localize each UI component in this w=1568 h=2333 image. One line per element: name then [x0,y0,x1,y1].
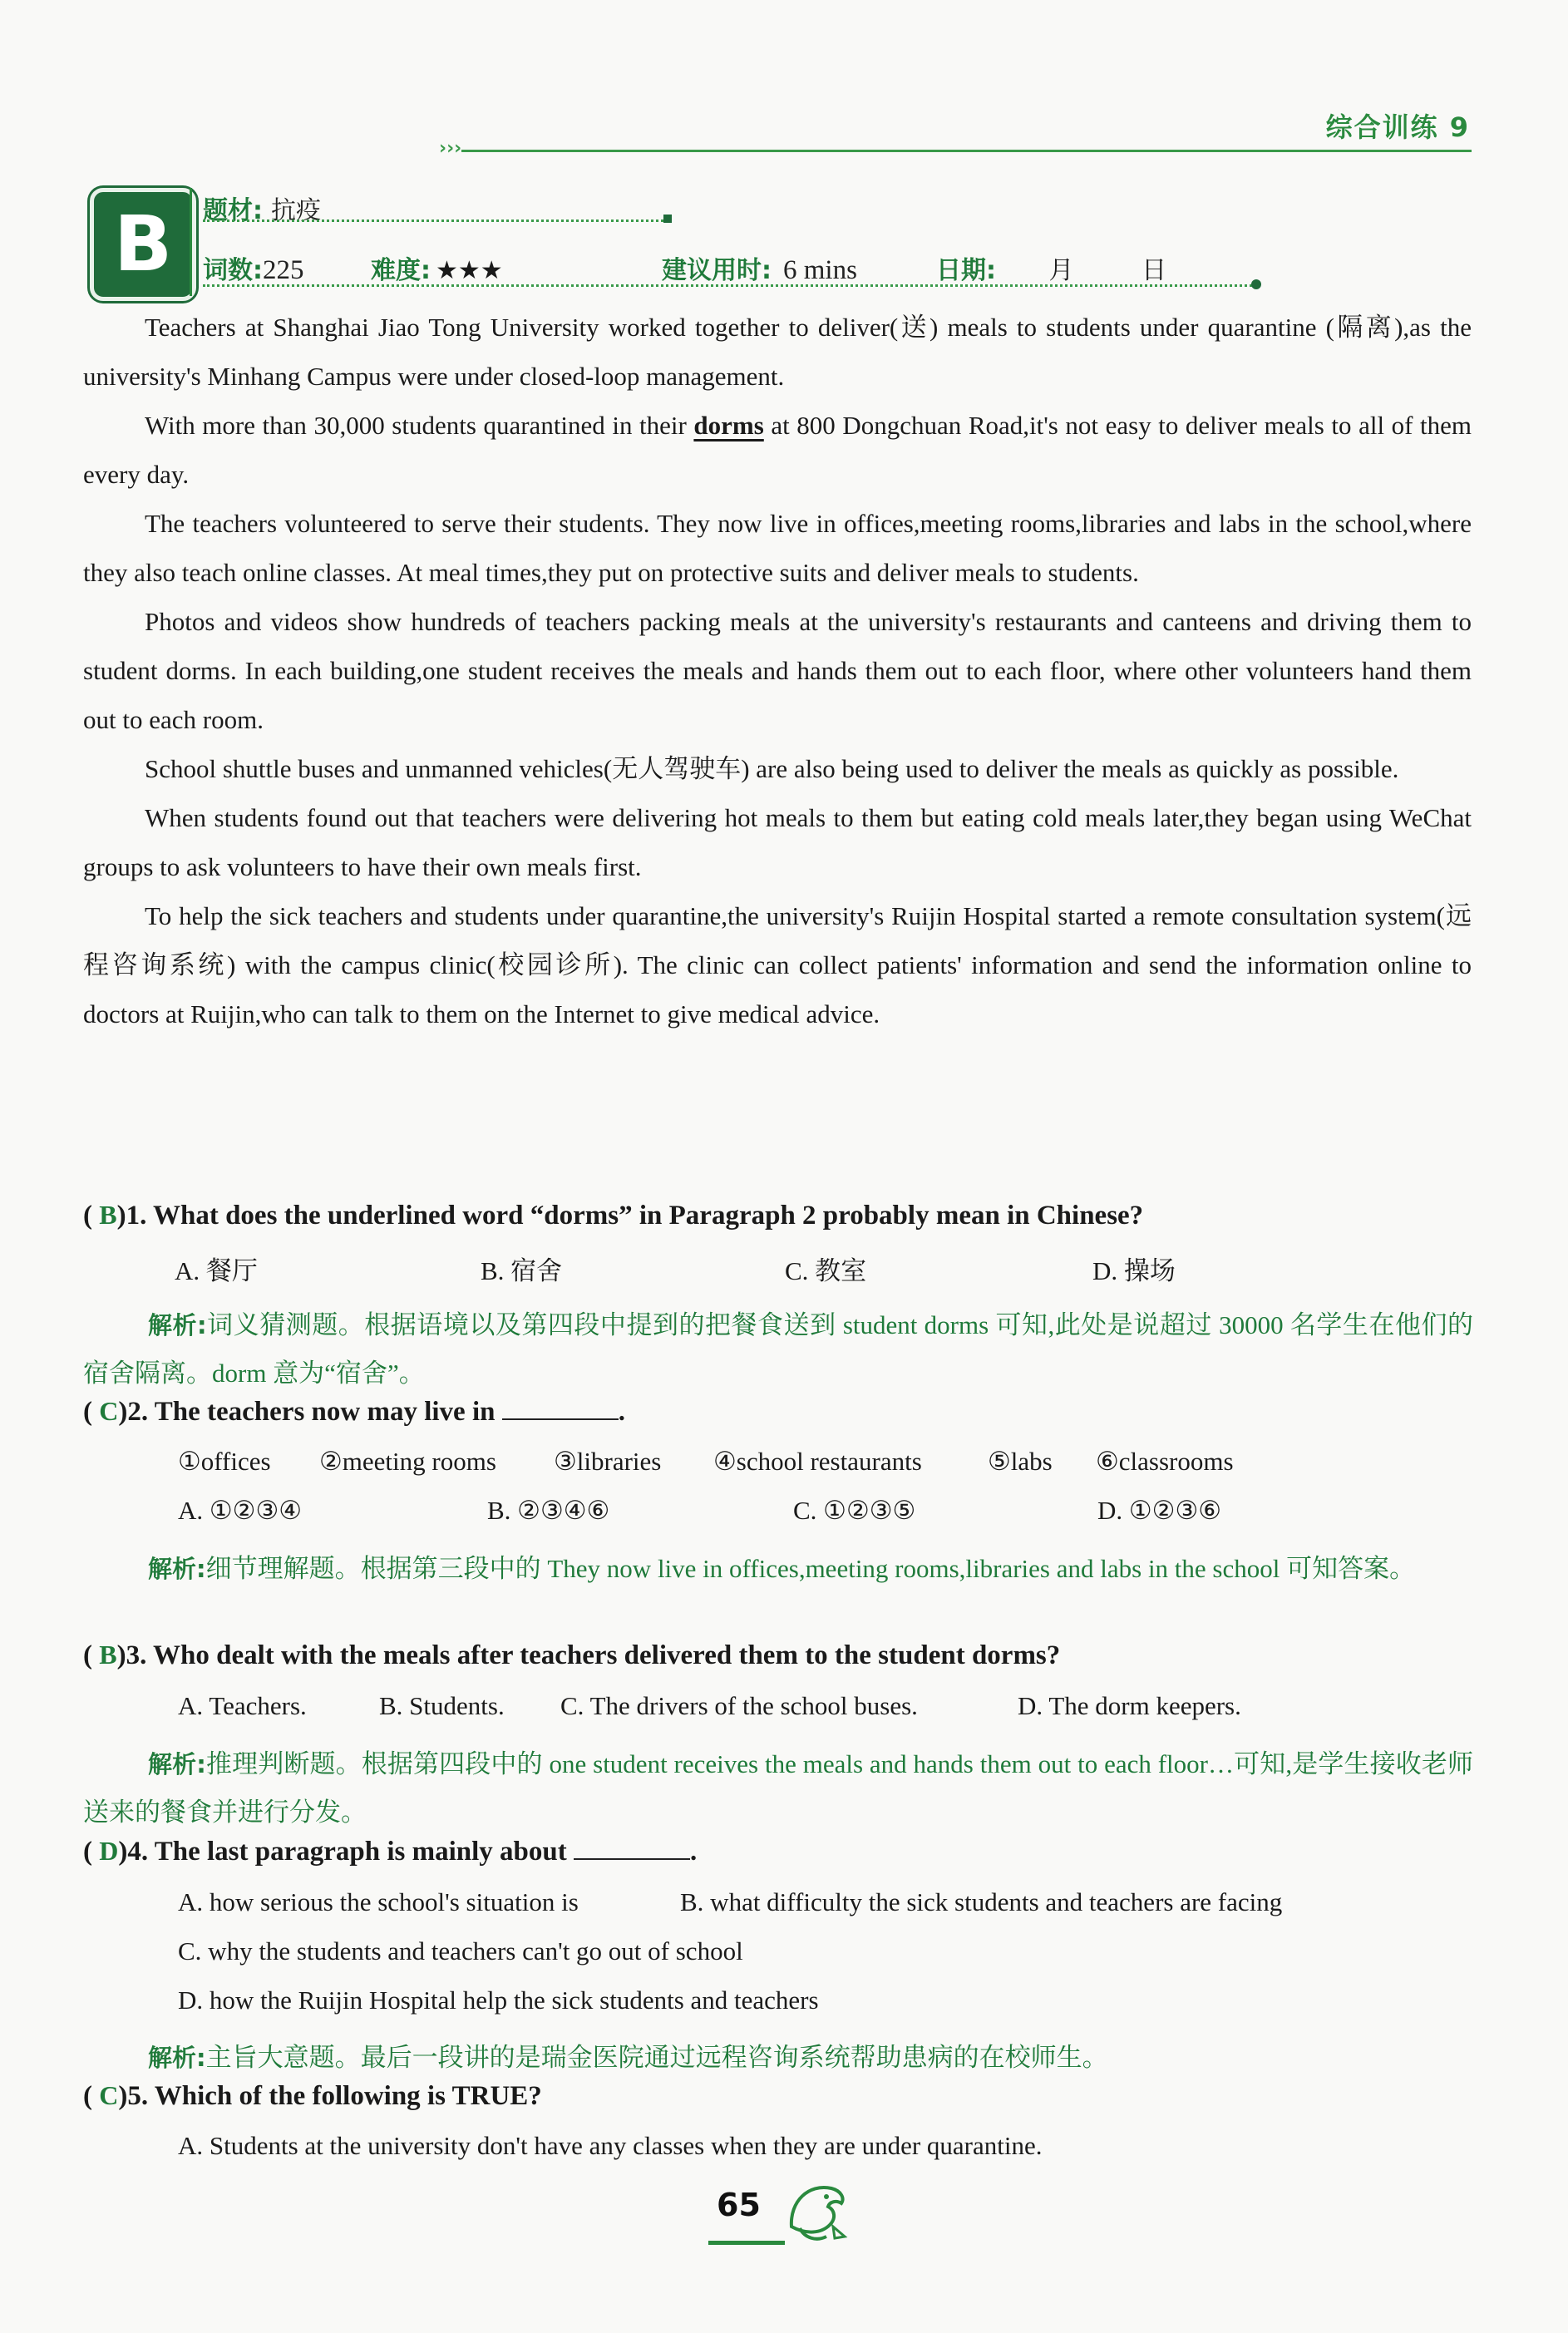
dolphin-icon [783,2177,850,2247]
topic-value: 抗疫 [271,196,321,225]
paragraph-4: Photos and videos show hundreds of teachers packing meals at the university's restaurants and canteens and driving them to student dorms. In each building,one student receives the meals and hands them out to each floor, where other volunteers hand them out to each room. [83,607,1472,734]
meta-line-end [1251,279,1261,289]
paragraph-3: The teachers volunteered to serve their students. They now live in offices,meeting rooms,libraries and labs in the school,where they also teach online classes. At meal times,they put on protective suits and deliver meals to students. [83,509,1472,587]
question-2: ( C)2. The teachers now may live in . [83,1396,625,1427]
question-5-stem: )5. Which of the following is TRUE? [118,2081,542,2111]
day-label: 日 [1141,256,1167,285]
q1-option-c: C. 教室 [785,1256,867,1285]
question-3-stem: )3. Who dealt with the meals after teachers delivered them to the student dorms? [116,1640,1061,1670]
q3-option-c: C. The drivers of the school buses. [560,1691,918,1720]
section-title: 综合训练 9 [1325,111,1470,143]
answer-3: B [99,1640,117,1670]
question-2-end: . [618,1397,625,1427]
answer-blank [502,1397,619,1420]
q1-explanation-label: 解析: [148,1311,207,1339]
answer-1: B [99,1200,117,1230]
paragraph-2 [83,401,1472,499]
paragraph-7: To help the sick teachers and students under quarantine,the university's Ruijin Hospital started a remote consultation system(远程咨询系统) with the campus clinic(校园诊所). The clinic can collect patients' information and send the information online to doctors at Ruijin,who can talk to them on the Internet to give medical advice. [83,901,1472,1028]
q3-explanation-label: 解析: [148,1750,206,1778]
q3-option-b: B. Students. [379,1691,505,1720]
q2-explanation [83,1545,1473,1593]
q2-option-b: B. ②③④⑥ [487,1496,610,1525]
q2-option-c: C. ①②③⑤ [793,1496,916,1525]
q1-option-a: A. 餐厅 [175,1256,258,1285]
answer-5: C [99,2080,119,2110]
q2-item-1: ①offices [178,1447,271,1476]
meta-row [203,249,1259,286]
topic-dotted-line [203,219,668,222]
question-3: ( B)3. Who dealt with the meals after teachers delivered them to the student dorms? [83,1640,1061,1670]
q2-item-5: ⑤labs [988,1447,1053,1476]
q4-option-b: B. what difficulty the sick students and teachers are facing [680,1887,1283,1916]
paragraph-6: When students found out that teachers were delivering hot meals to them but eating cold meals later,they began using WeChat groups to ask volunteers to have their own meals first. [83,803,1472,881]
answer-2: C [99,1396,119,1426]
q1-option-d: D. 操场 [1092,1256,1176,1285]
date-field [936,249,1166,286]
paragraph-5: School shuttle buses and unmanned vehicles(无人驾驶车) are also being used to deliver the meals as quickly as possible. [145,754,1399,783]
answer-blank [574,1837,690,1860]
q2-explanation-text: 细节理解题。根据第三段中的 They now live in offices,meeting rooms,libraries and labs in the school 可知答案。 [205,1554,1416,1583]
paragraph-1: Teachers at Shanghai Jiao Tong University worked together to deliver(送) meals to students under quarantine (隔离),as the university's Minhang Campus were under closed-loop management. [83,313,1472,391]
q5-option-a: A. Students at the university don't have any classes when they are under quarantine. [178,2131,1043,2160]
q4-explanation-text: 主旨大意题。最后一段讲的是瑞金医院通过远程咨询系统帮助患病的在校师生。 [205,2043,1108,2072]
header-arrows: ››› [439,138,462,159]
q2-option-d: D. ①②③⑥ [1097,1496,1222,1525]
word-count-label: 词数: [203,256,263,285]
question-4-end: . [690,1837,698,1867]
q3-explanation [83,1740,1473,1837]
q1-option-b: B. 宿舍 [481,1256,563,1285]
q3-explanation-text: 推理判断题。根据第四段中的 one student receives the meals and hands them out to each floor…可知,是学生接收老师送来的餐食并进行分发。 [83,1749,1473,1827]
badge-divider [190,188,192,296]
question-2-stem: )2. The teachers now may live in [118,1397,496,1427]
question-5: ( C)5. Which of the following is TRUE? [83,2080,542,2111]
page-number: 65 [717,2187,761,2223]
q2-item-2: ②meeting rooms [319,1447,496,1476]
month-label: 月 [1048,256,1074,285]
q3-option-d: D. The dorm keepers. [1018,1691,1241,1720]
q4-explanation-label: 解析: [148,2044,206,2072]
difficulty-stars: ★★★ [436,256,503,285]
badge-letter: B [113,200,173,289]
date-label: 日期: [936,256,996,285]
q2-explanation-label: 解析: [148,1555,206,1583]
q1-explanation-text: 词义猜测题。根据语境以及第四段中提到的把餐食送到 student dorms 可知,此处是说超过 30000 名学生在他们的宿舍隔离。dorm 意为“宿舍”。 [83,1310,1473,1388]
q2-item-3: ③libraries [554,1447,662,1476]
topic-line-end [663,215,672,223]
paragraph-2-start: With more than 30,000 students quarantined in their [145,411,694,440]
question-4: ( D)4. The last paragraph is mainly about . [83,1836,698,1867]
answer-4: D [99,1836,119,1866]
underlined-word: dorms [693,411,764,440]
time-value: 6 mins [783,255,857,285]
reading-passage [83,303,1472,1038]
meta-dotted-line [203,284,1257,287]
q4-option-a: A. how serious the school's situation is [178,1887,579,1916]
q4-explanation [83,2034,1473,2082]
word-count [203,249,304,286]
q4-option-d: D. how the Ruijin Hospital help the sick students and teachers [178,1985,819,2015]
word-count-value: 225 [263,255,304,285]
page-number-underline [708,2241,785,2245]
topic-label: 题材: [203,196,263,225]
time-label: 建议用时: [662,256,772,285]
q1-explanation [83,1301,1473,1398]
section-badge [90,188,196,301]
question-1: ( B)1. What does the underlined word “dorms” in Paragraph 2 probably mean in Chinese? [83,1200,1144,1231]
q2-item-6: ⑥classrooms [1096,1447,1234,1476]
question-4-stem: )4. The last paragraph is mainly about [118,1837,567,1867]
difficulty-label: 难度: [371,256,431,285]
header-rule [461,150,1472,152]
suggested-time [662,249,857,286]
paragraph-2-end: at 800 Dongchuan Road,it's not easy to deliver meals to all of them every day. [83,411,1472,489]
question-1-stem: )1. What does the underlined word “dorms” in Paragraph 2 probably mean in Chinese? [116,1201,1144,1231]
q3-option-a: A. Teachers. [178,1691,307,1720]
q4-option-c: C. why the students and teachers can't go out of school [178,1936,743,1966]
difficulty [371,249,503,286]
q2-option-a: A. ①②③④ [178,1496,303,1525]
q2-item-4: ④school restaurants [713,1447,922,1476]
